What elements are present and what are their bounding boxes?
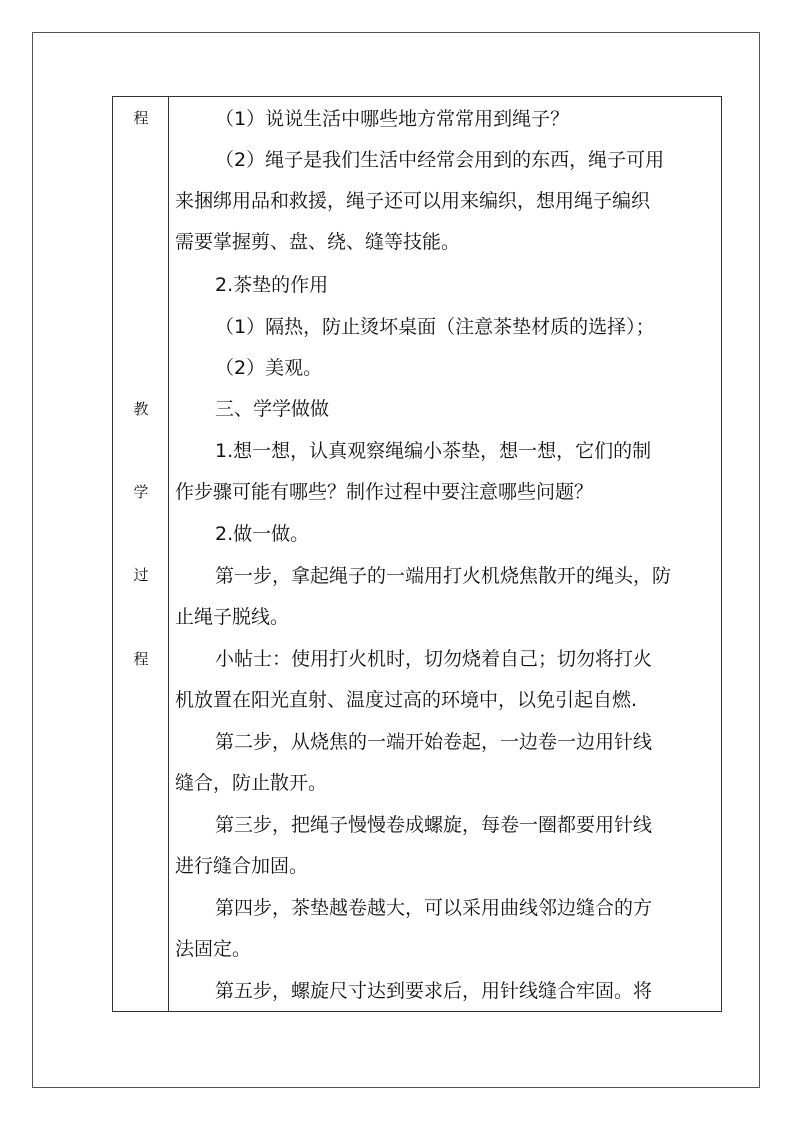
- paragraph: 第四步，茶垫越卷越大，可以采用曲线邻边缝合的方 法固定。: [175, 897, 653, 960]
- label-char: 程: [133, 109, 149, 127]
- content-column: [169, 97, 721, 1011]
- paragraph: 第五步，螺旋尺寸达到要求后，用针线缝合牢固。将: [215, 980, 653, 1002]
- paragraph: （2）美观。: [215, 357, 323, 379]
- paragraph: （1）隔热，防止烫坏桌面（注意茶垫材质的选择）；: [215, 316, 655, 338]
- section-label-column: [113, 97, 169, 1011]
- paragraph: 第二步，从烧焦的一端开始卷起，一边卷一边用针线 缝合，防止散开。: [175, 731, 653, 794]
- paragraph: 2.茶垫的作用: [215, 274, 329, 296]
- paragraph: 小帖士：使用打火机时，切勿烧着自己；切勿将打火 机放置在阳光直射、温度过高的环境中，以免引起自燃.: [175, 648, 653, 711]
- paragraph: 第三步，把绳子慢慢卷成螺旋，每卷一圈都要用针线 进行缝合加固。: [175, 814, 653, 877]
- label-char: 过: [133, 566, 149, 584]
- label-char: 程: [133, 650, 149, 668]
- paragraph: （1）说说生活中哪些地方常常用到绳子？: [215, 108, 570, 130]
- paragraph: （2）绳子是我们生活中经常会用到的东西，绳子可用 来捆绑用品和救援，绳子还可以用来编织，想用绳子编织 需要掌握剪、盘、绕、缝等技能。: [175, 149, 665, 253]
- lesson-table: [112, 96, 722, 1012]
- label-char: 教: [133, 400, 149, 418]
- paragraph: 2.做一做。: [215, 523, 310, 545]
- paragraph: 三、学学做做: [215, 398, 330, 420]
- label-char: 学: [133, 483, 149, 501]
- paragraph: 1.想一想，认真观察绳编小茶垫，想一想，它们的制 作步骤可能有哪些？制作过程中要注意哪些问题？: [175, 440, 652, 503]
- paragraph: 第一步，拿起绳子的一端用打火机烧焦散开的绳头，防 止绳子脱线。: [175, 565, 672, 628]
